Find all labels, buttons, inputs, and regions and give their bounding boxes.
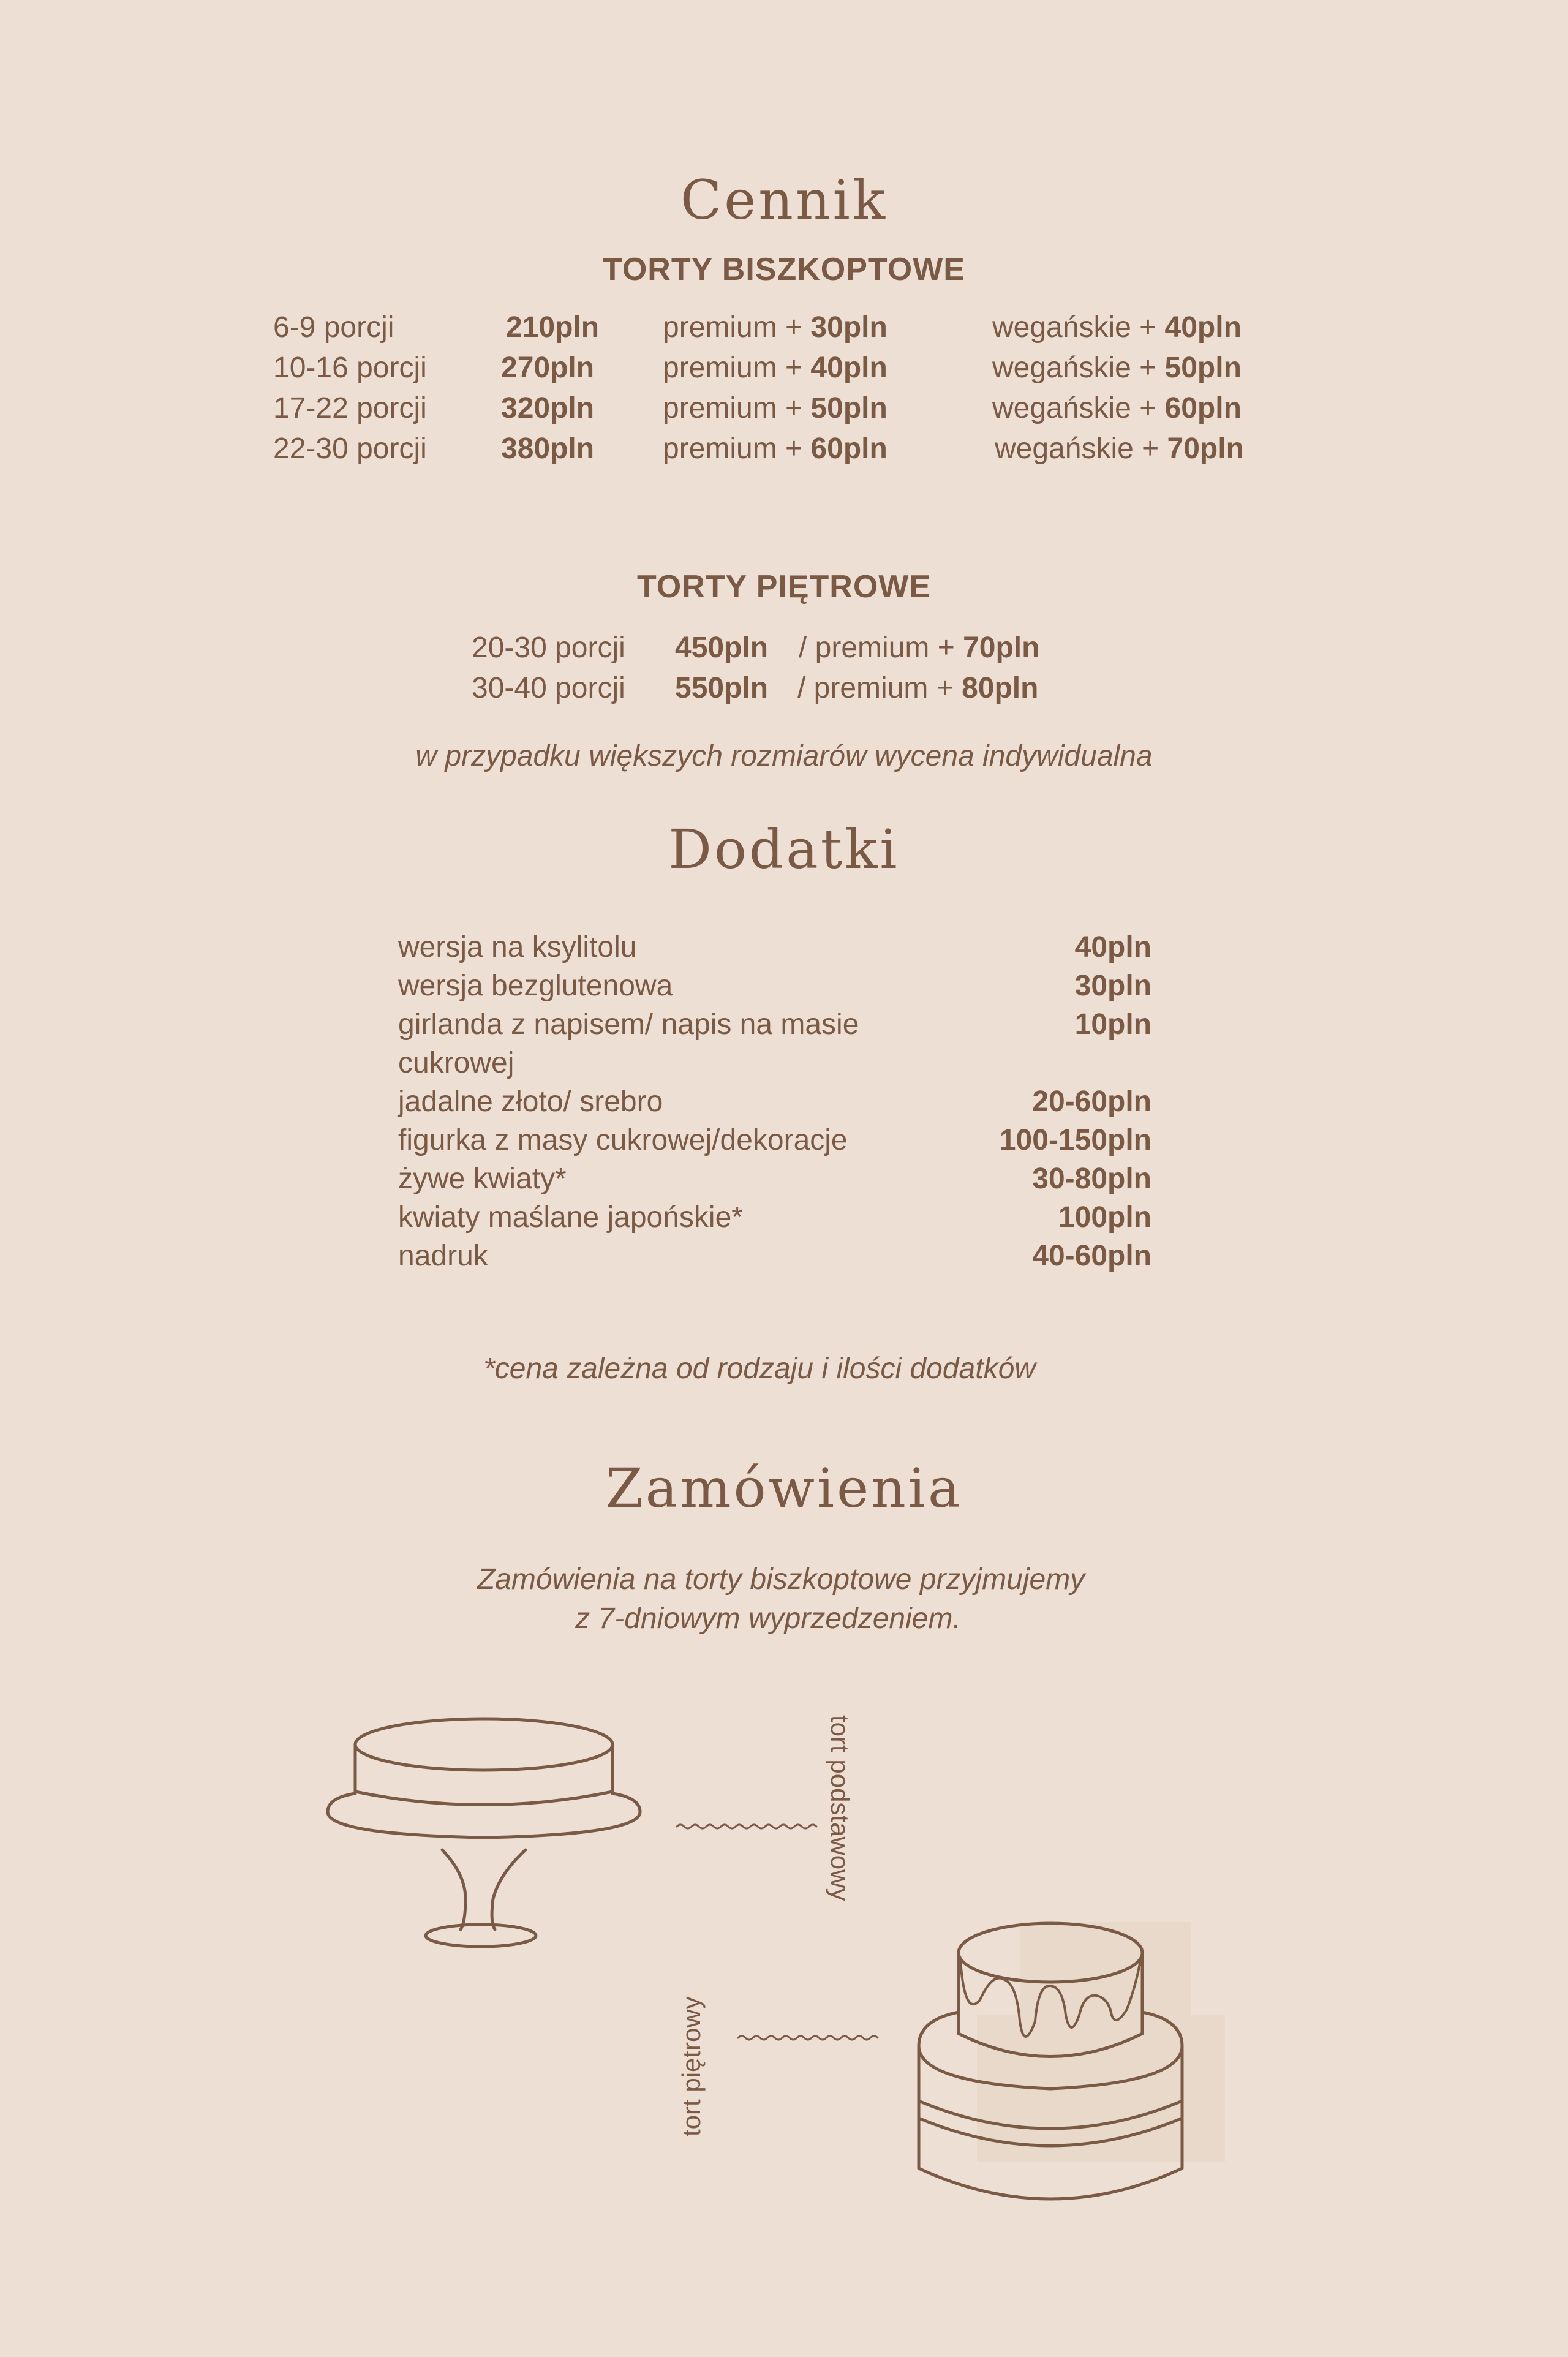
premium-label: premium + — [663, 311, 803, 344]
sponge-row — [0, 429, 1568, 469]
premium-price: 50pln — [810, 392, 888, 424]
addon-name: jadalne złoto/ srebro — [398, 1085, 663, 1118]
portions: 6-9 porcji — [273, 311, 394, 344]
cakes-illustration — [0, 1654, 1568, 2357]
premium-label: premium + — [663, 392, 803, 424]
addon-item — [398, 1198, 1152, 1237]
vegan-label: wegańskie + — [995, 432, 1159, 465]
price: 210pln — [506, 311, 600, 344]
portions: 10-16 porcji — [273, 352, 427, 384]
premium-label: / premium + — [797, 672, 954, 704]
pricing-title: Cennik — [680, 168, 888, 232]
vegan-price: 60pln — [1164, 392, 1242, 424]
orders-title: Zamówienia — [605, 1457, 963, 1520]
vegan-label: wegańskie + — [992, 392, 1157, 424]
price: 320pln — [501, 392, 595, 424]
addon-item — [398, 1160, 1152, 1198]
portions: 30-40 porcji — [472, 672, 625, 704]
price: 550pln — [675, 672, 769, 704]
addon-price: 40-60pln — [1032, 1240, 1152, 1272]
addon-price: 30pln — [1074, 970, 1152, 1002]
addon-item — [398, 1121, 1152, 1160]
addon-name: kwiaty maślane japońskie* — [398, 1201, 743, 1234]
addon-item — [398, 1082, 1152, 1121]
portions: 20-30 porcji — [472, 632, 625, 664]
tiered-row — [0, 668, 1568, 709]
tiered-note: w przypadku większych rozmiarów wycena indywidualna — [415, 740, 1153, 772]
orders-line-1: Zamówienia na torty biszkoptowe przyjmujemy — [477, 1563, 1085, 1596]
price: 270pln — [501, 352, 595, 384]
premium-label: premium + — [663, 432, 803, 465]
addon-price: 30-80pln — [1032, 1163, 1152, 1195]
addon-price: 100pln — [1058, 1201, 1152, 1234]
addons-title: Dodatki — [668, 818, 900, 881]
portions: 17-22 porcji — [273, 392, 427, 424]
premium-price: 80pln — [962, 672, 1039, 704]
tiered-connector-line — [738, 2036, 878, 2040]
sponge-row — [0, 388, 1568, 429]
addon-item — [398, 967, 1152, 1005]
addon-price: 100-150pln — [999, 1124, 1152, 1156]
addon-name: nadruk — [398, 1240, 488, 1272]
addon-price: 40pln — [1074, 931, 1152, 964]
basic-connector-line — [677, 1825, 816, 1828]
price: 450pln — [675, 632, 769, 664]
premium-price: 60pln — [810, 432, 888, 465]
premium-price: 70pln — [963, 632, 1040, 664]
sponge-cakes-heading: TORTY BISZKOPTOWE — [603, 252, 965, 287]
vegan-price: 50pln — [1164, 352, 1242, 384]
premium-price: 30pln — [810, 311, 888, 344]
price: 380pln — [501, 432, 595, 465]
addon-item — [398, 1237, 1152, 1275]
addon-name: wersja bezglutenowa — [398, 970, 673, 1002]
addon-name: wersja na ksylitolu — [398, 931, 637, 964]
sponge-row — [0, 348, 1568, 388]
addon-item — [398, 1005, 1152, 1082]
orders-line-2: z 7-dniowym wyprzedzeniem. — [575, 1602, 961, 1635]
premium-label: premium + — [663, 352, 803, 384]
tiered-row — [0, 628, 1568, 668]
addons-footnote: *cena zależna od rodzaju i ilości dodatków — [483, 1352, 1036, 1385]
vegan-price: 70pln — [1167, 432, 1244, 465]
addon-price: 20-60pln — [1032, 1085, 1152, 1118]
vegan-label: wegańskie + — [992, 352, 1157, 384]
addon-name: girlanda z napisem/ napis na masie cukrowej — [398, 1008, 859, 1079]
addon-name: figurka z masy cukrowej/dekoracje — [398, 1124, 848, 1156]
basic-cake-icon — [328, 1719, 640, 1947]
addon-name: żywe kwiaty* — [398, 1163, 567, 1195]
addon-item — [398, 928, 1152, 967]
basic-cake-label: tort podstawowy — [826, 1715, 854, 1901]
vegan-price: 40pln — [1164, 311, 1242, 344]
tiered-cakes-heading: TORTY PIĘTROWE — [636, 569, 932, 605]
premium-price: 40pln — [810, 352, 888, 384]
tiered-cake-label: tort piętrowy — [677, 1996, 706, 2136]
portions: 22-30 porcji — [273, 432, 427, 465]
addon-price: 10pln — [1074, 1008, 1152, 1041]
addons-list — [398, 928, 1152, 1275]
sponge-row — [0, 307, 1568, 348]
premium-label: / premium + — [799, 632, 955, 664]
vegan-label: wegańskie + — [992, 311, 1157, 344]
